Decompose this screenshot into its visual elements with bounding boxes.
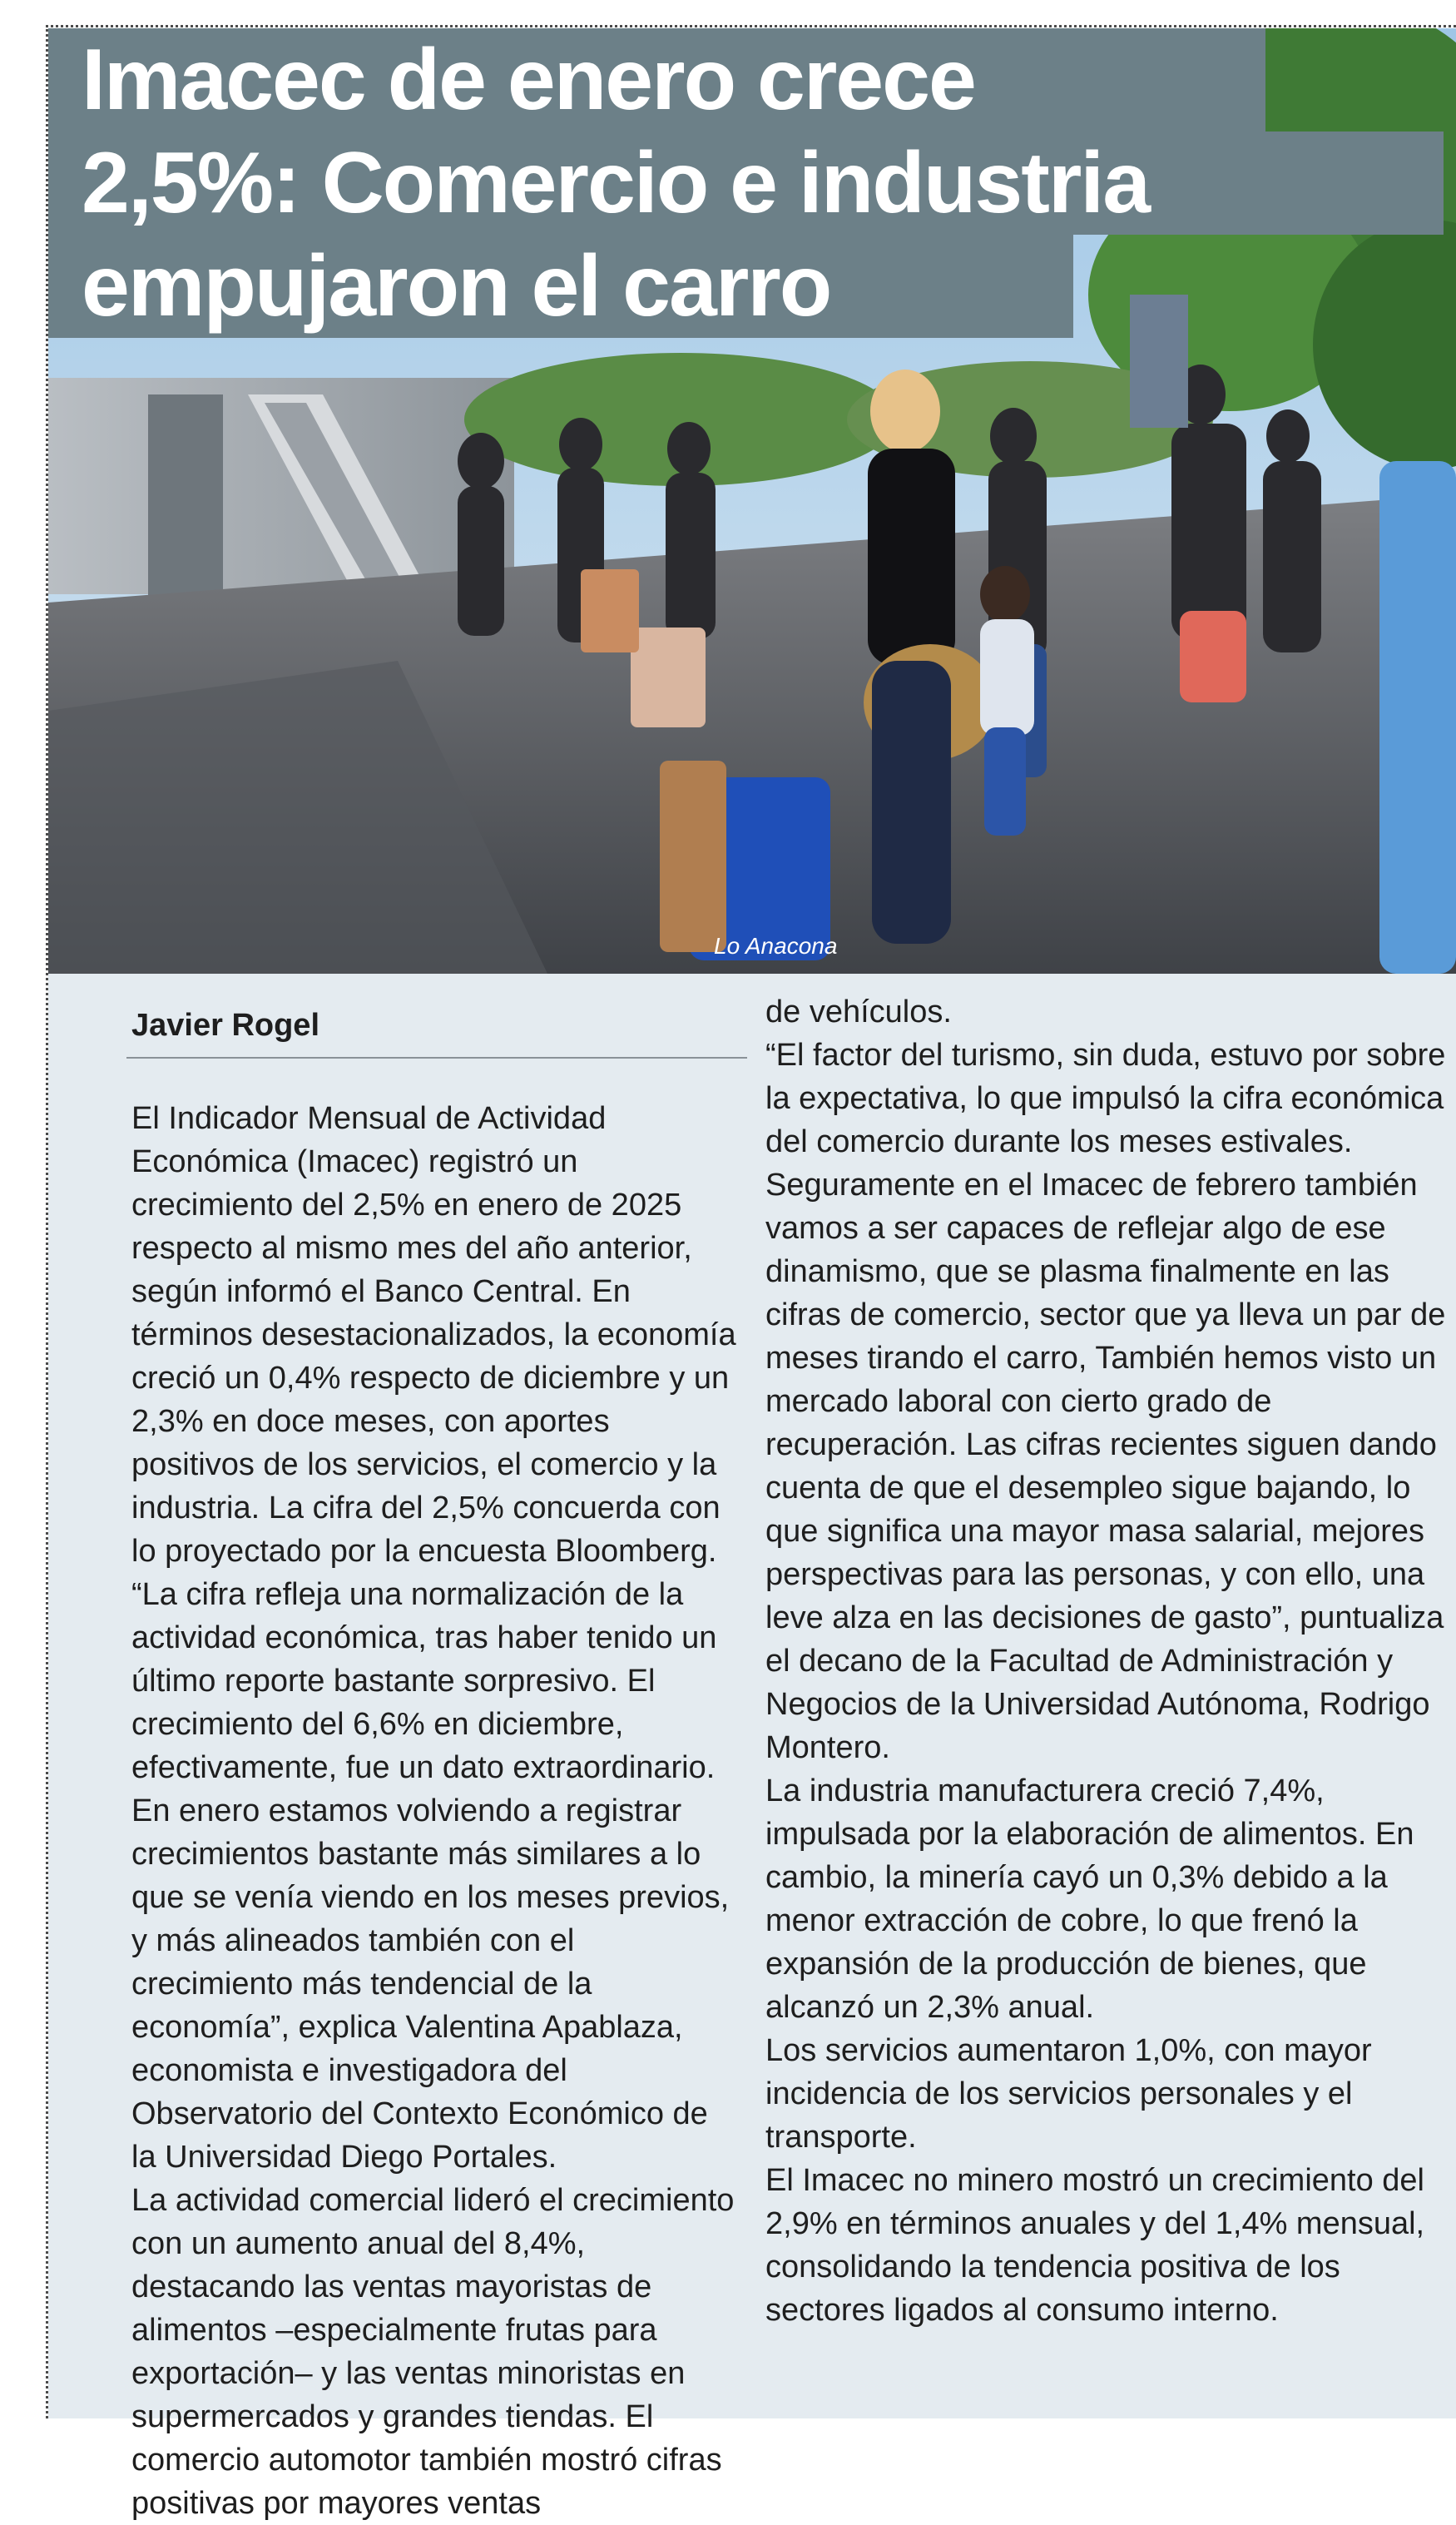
right-column [765, 990, 1456, 2332]
headline-line-1: Imacec de enero crece [48, 28, 1265, 131]
left-column [131, 974, 739, 2525]
paragraph: Los servicios aumentaron 1,0%, con mayor incidencia de los servicios personales y el transporte. [765, 2033, 1372, 2155]
paragraph: de vehículos. [765, 995, 952, 1029]
byline: Javier Rogel [126, 1004, 747, 1059]
paragraph: La actividad comercial lideró el crecimiento con un aumento anual del 8,4%, destacando las ventas mayoristas de alimentos –especialmente frutas para exportación– y las ventas minoristas en supermercados y grandes tiendas. El comercio automotor también mostró cifras positivas por mayores ventas [131, 2183, 735, 2521]
paragraph: La industria manufacturera creció 7,4%, impulsada por la elaboración de alimentos. En cambio, la minería cayó un 0,3% debido a la menor extracción de cobre, lo que frenó la expansión de la producción de bienes, que alcanzó un 2,3% anual. [765, 1773, 1414, 2025]
headline-line-3: empujaron el carro [48, 235, 1073, 338]
paragraph: “El factor del turismo, sin duda, estuvo por sobre la expectativa, lo que impulsó la cifra económica del comercio durante los meses estivales. Seguramente en el Imacec de febrero también vamos a ser capaces de reflejar algo de ese dinamismo, que se plasma finalmente en las cifras de comercio, sector que ya lleva un par de meses tirando el carro, También hemos visto un mercado laboral con cierto grado de recuperación. Las cifras recientes siguen dando cuenta de que el desempleo sigue bajando, lo que significa una mayor masa salarial, mejores perspectivas para las personas, y con ello, una leve alza en las decisiones de gasto”, puntualiza el decano de la Facultad de Administración y Negocios de la Universidad Autónoma, Rodrigo Montero. [765, 1038, 1446, 1765]
article-body [48, 974, 1456, 2521]
top-page-guide [46, 25, 1456, 27]
paragraph: El Indicador Mensual de Actividad Económica (Imacec) registró un crecimiento del 2,5% en enero de 2025 respecto al mismo mes del año anterior, según informó el Banco Central. En términos desestacionalizados, la economía creció un 0,4% respecto de diciembre y un 2,3% en doce meses, con aportes positivos de los servicios, el comercio y la industria. La cifra del 2,5% concuerda con lo proyectado por la encuesta Bloomberg. [131, 1101, 736, 1569]
paragraph: “La cifra refleja una normalización de la actividad económica, tras haber tenido un último reporte bastante sorpresivo. El crecimiento del 6,6% en diciembre, efectivamente, fue un dato extraordinario. En enero estamos volviendo a registrar crecimientos bastante más similares a lo que se venía viendo en los meses previos, y más alineados también con el crecimiento más tendencial de la economía”, explica Valentina Apablaza, economista e investigadora del Observatorio del Contexto Económico de la Universidad Diego Portales. [131, 1577, 730, 2175]
bag-label: Lo Anacona [714, 933, 838, 959]
paragraph: El Imacec no minero mostró un crecimiento del 2,9% en términos anuales y del 1,4% mensual, consolidando la tendencia positiva de los sectores ligados al consumo interno. [765, 2163, 1425, 2328]
headline-line-2: 2,5%: Comercio e industria [48, 131, 1444, 235]
